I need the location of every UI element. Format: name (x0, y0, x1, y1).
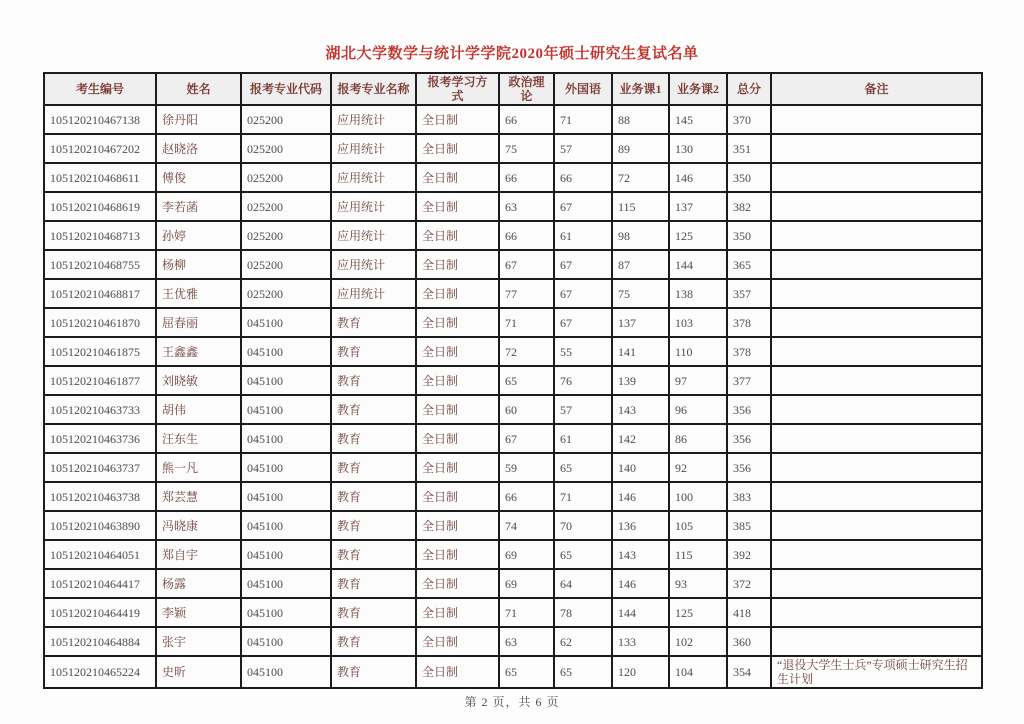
cell-politics: 65 (499, 656, 554, 688)
cell-course2: 93 (669, 569, 727, 598)
cell-course2: 145 (669, 105, 727, 134)
cell-name: 屈春丽 (156, 308, 241, 337)
cell-id: 105120210463737 (44, 453, 156, 482)
column-header-politics: 政治理论 (499, 73, 554, 105)
cell-major: 应用统计 (331, 192, 416, 221)
cell-name: 李颖 (156, 598, 241, 627)
cell-total: 383 (727, 482, 771, 511)
cell-code: 025200 (241, 134, 331, 163)
cell-course1: 75 (612, 279, 669, 308)
cell-course1: 137 (612, 308, 669, 337)
cell-course1: 136 (612, 511, 669, 540)
cell-politics: 69 (499, 540, 554, 569)
cell-course2: 104 (669, 656, 727, 688)
column-header-id: 考生编号 (44, 73, 156, 105)
table-row (44, 453, 982, 482)
cell-foreign_lang: 61 (554, 424, 612, 453)
cell-major: 应用统计 (331, 163, 416, 192)
cell-code: 045100 (241, 424, 331, 453)
cell-course1: 133 (612, 627, 669, 656)
table-row (44, 134, 982, 163)
cell-politics: 77 (499, 279, 554, 308)
cell-course2: 100 (669, 482, 727, 511)
column-header-code: 报考专业代码 (241, 73, 331, 105)
table-row (44, 192, 982, 221)
cell-course2: 146 (669, 163, 727, 192)
cell-major: 教育 (331, 627, 416, 656)
cell-major: 教育 (331, 337, 416, 366)
cell-course1: 87 (612, 250, 669, 279)
cell-major: 应用统计 (331, 250, 416, 279)
cell-id: 105120210464419 (44, 598, 156, 627)
cell-remark (771, 424, 982, 453)
cell-course1: 115 (612, 192, 669, 221)
cell-remark (771, 366, 982, 395)
cell-total: 378 (727, 337, 771, 366)
cell-course1: 143 (612, 540, 669, 569)
cell-code: 045100 (241, 337, 331, 366)
cell-politics: 66 (499, 221, 554, 250)
cell-name: 胡伟 (156, 395, 241, 424)
cell-total: 354 (727, 656, 771, 688)
document-title: 湖北大学数学与统计学学院2020年硕士研究生复试名单 (325, 46, 699, 62)
cell-course2: 130 (669, 134, 727, 163)
table-row (44, 105, 982, 134)
cell-total: 377 (727, 366, 771, 395)
table-row (44, 540, 982, 569)
cell-id: 105120210463890 (44, 511, 156, 540)
cell-remark (771, 453, 982, 482)
cell-course1: 146 (612, 482, 669, 511)
cell-code: 045100 (241, 482, 331, 511)
cell-foreign_lang: 67 (554, 308, 612, 337)
cell-name: 郑自宇 (156, 540, 241, 569)
cell-total: 360 (727, 627, 771, 656)
cell-major: 应用统计 (331, 105, 416, 134)
cell-politics: 65 (499, 366, 554, 395)
cell-mode: 全日制 (416, 540, 499, 569)
cell-name: 傅俊 (156, 163, 241, 192)
candidates-table (43, 72, 983, 689)
cell-name: 杨柳 (156, 250, 241, 279)
column-header-remark: 备注 (771, 73, 982, 105)
cell-code: 045100 (241, 598, 331, 627)
cell-total: 356 (727, 424, 771, 453)
cell-major: 教育 (331, 569, 416, 598)
column-header-foreign_lang: 外国语 (554, 73, 612, 105)
cell-id: 105120210468755 (44, 250, 156, 279)
cell-politics: 66 (499, 482, 554, 511)
cell-name: 冯晓康 (156, 511, 241, 540)
cell-course2: 115 (669, 540, 727, 569)
cell-remark (771, 540, 982, 569)
cell-mode: 全日制 (416, 424, 499, 453)
cell-code: 045100 (241, 453, 331, 482)
cell-politics: 60 (499, 395, 554, 424)
cell-foreign_lang: 66 (554, 163, 612, 192)
cell-total: 370 (727, 105, 771, 134)
cell-major: 教育 (331, 540, 416, 569)
cell-foreign_lang: 71 (554, 105, 612, 134)
cell-politics: 66 (499, 105, 554, 134)
table-row (44, 511, 982, 540)
column-header-course2: 业务课2 (669, 73, 727, 105)
cell-mode: 全日制 (416, 337, 499, 366)
cell-name: 刘晓敏 (156, 366, 241, 395)
cell-mode: 全日制 (416, 395, 499, 424)
cell-remark (771, 482, 982, 511)
cell-remark (771, 627, 982, 656)
cell-total: 350 (727, 163, 771, 192)
cell-major: 应用统计 (331, 134, 416, 163)
cell-mode: 全日制 (416, 656, 499, 688)
cell-politics: 66 (499, 163, 554, 192)
cell-id: 105120210464417 (44, 569, 156, 598)
page-footer: 第 2 页，共 6 页 (464, 695, 560, 709)
cell-id: 105120210467202 (44, 134, 156, 163)
cell-id: 105120210468713 (44, 221, 156, 250)
cell-code: 045100 (241, 627, 331, 656)
cell-name: 汪东生 (156, 424, 241, 453)
cell-remark (771, 250, 982, 279)
cell-remark (771, 163, 982, 192)
table-row (44, 424, 982, 453)
cell-course1: 72 (612, 163, 669, 192)
cell-id: 105120210465224 (44, 656, 156, 688)
cell-foreign_lang: 65 (554, 540, 612, 569)
cell-major: 应用统计 (331, 279, 416, 308)
cell-code: 045100 (241, 366, 331, 395)
cell-id: 105120210468817 (44, 279, 156, 308)
cell-foreign_lang: 71 (554, 482, 612, 511)
cell-politics: 72 (499, 337, 554, 366)
cell-course1: 141 (612, 337, 669, 366)
cell-major: 教育 (331, 395, 416, 424)
cell-course1: 120 (612, 656, 669, 688)
cell-code: 025200 (241, 105, 331, 134)
cell-remark (771, 279, 982, 308)
cell-total: 351 (727, 134, 771, 163)
cell-course2: 138 (669, 279, 727, 308)
cell-major: 教育 (331, 366, 416, 395)
cell-major: 应用统计 (331, 221, 416, 250)
cell-id: 105120210463736 (44, 424, 156, 453)
cell-name: 徐丹阳 (156, 105, 241, 134)
cell-mode: 全日制 (416, 279, 499, 308)
cell-course2: 137 (669, 192, 727, 221)
cell-id: 105120210461875 (44, 337, 156, 366)
cell-name: 郑芸慧 (156, 482, 241, 511)
cell-total: 382 (727, 192, 771, 221)
cell-course1: 142 (612, 424, 669, 453)
cell-remark (771, 598, 982, 627)
cell-foreign_lang: 65 (554, 656, 612, 688)
cell-id: 105120210468611 (44, 163, 156, 192)
cell-id: 105120210463733 (44, 395, 156, 424)
cell-foreign_lang: 76 (554, 366, 612, 395)
cell-foreign_lang: 61 (554, 221, 612, 250)
cell-course1: 89 (612, 134, 669, 163)
cell-mode: 全日制 (416, 511, 499, 540)
cell-mode: 全日制 (416, 105, 499, 134)
cell-course1: 143 (612, 395, 669, 424)
cell-course2: 92 (669, 453, 727, 482)
cell-politics: 67 (499, 424, 554, 453)
cell-total: 356 (727, 395, 771, 424)
cell-course2: 125 (669, 598, 727, 627)
cell-remark (771, 105, 982, 134)
cell-remark (771, 308, 982, 337)
cell-course2: 102 (669, 627, 727, 656)
column-header-name: 姓名 (156, 73, 241, 105)
cell-course2: 105 (669, 511, 727, 540)
cell-mode: 全日制 (416, 453, 499, 482)
cell-major: 教育 (331, 453, 416, 482)
cell-mode: 全日制 (416, 627, 499, 656)
cell-remark: “退役大学生士兵”专项硕士研究生招生计划 (771, 656, 982, 688)
cell-id: 105120210468619 (44, 192, 156, 221)
table-row (44, 250, 982, 279)
cell-id: 105120210461870 (44, 308, 156, 337)
cell-remark (771, 395, 982, 424)
table-row (44, 656, 982, 688)
cell-politics: 71 (499, 598, 554, 627)
cell-remark (771, 221, 982, 250)
column-header-mode: 报考学习方式 (416, 73, 499, 105)
cell-remark (771, 192, 982, 221)
cell-politics: 59 (499, 453, 554, 482)
cell-name: 熊一凡 (156, 453, 241, 482)
cell-name: 王鑫鑫 (156, 337, 241, 366)
cell-course2: 97 (669, 366, 727, 395)
table-row (44, 627, 982, 656)
cell-total: 356 (727, 453, 771, 482)
cell-mode: 全日制 (416, 569, 499, 598)
cell-name: 赵晓洛 (156, 134, 241, 163)
cell-id: 105120210461877 (44, 366, 156, 395)
column-header-major: 报考专业名称 (331, 73, 416, 105)
cell-code: 025200 (241, 279, 331, 308)
cell-id: 105120210464051 (44, 540, 156, 569)
cell-mode: 全日制 (416, 482, 499, 511)
cell-name: 杨露 (156, 569, 241, 598)
cell-course1: 98 (612, 221, 669, 250)
table-row (44, 163, 982, 192)
table-row (44, 482, 982, 511)
cell-foreign_lang: 62 (554, 627, 612, 656)
cell-foreign_lang: 70 (554, 511, 612, 540)
cell-foreign_lang: 64 (554, 569, 612, 598)
cell-mode: 全日制 (416, 598, 499, 627)
cell-politics: 74 (499, 511, 554, 540)
cell-course1: 140 (612, 453, 669, 482)
cell-foreign_lang: 67 (554, 279, 612, 308)
column-header-course1: 业务课1 (612, 73, 669, 105)
cell-total: 357 (727, 279, 771, 308)
cell-course2: 86 (669, 424, 727, 453)
cell-course2: 110 (669, 337, 727, 366)
cell-mode: 全日制 (416, 250, 499, 279)
cell-foreign_lang: 57 (554, 134, 612, 163)
cell-remark (771, 134, 982, 163)
cell-foreign_lang: 57 (554, 395, 612, 424)
table-row (44, 366, 982, 395)
cell-course2: 125 (669, 221, 727, 250)
cell-foreign_lang: 65 (554, 453, 612, 482)
table-row (44, 279, 982, 308)
cell-total: 378 (727, 308, 771, 337)
cell-code: 045100 (241, 569, 331, 598)
cell-foreign_lang: 67 (554, 192, 612, 221)
cell-remark (771, 337, 982, 366)
cell-course1: 88 (612, 105, 669, 134)
cell-total: 350 (727, 221, 771, 250)
cell-course1: 144 (612, 598, 669, 627)
cell-total: 385 (727, 511, 771, 540)
cell-id: 105120210467138 (44, 105, 156, 134)
cell-name: 孙婷 (156, 221, 241, 250)
cell-politics: 63 (499, 192, 554, 221)
cell-politics: 69 (499, 569, 554, 598)
cell-politics: 71 (499, 308, 554, 337)
cell-remark (771, 569, 982, 598)
cell-id: 105120210463738 (44, 482, 156, 511)
cell-politics: 67 (499, 250, 554, 279)
cell-total: 418 (727, 598, 771, 627)
cell-mode: 全日制 (416, 192, 499, 221)
cell-name: 史昕 (156, 656, 241, 688)
cell-course2: 96 (669, 395, 727, 424)
cell-remark (771, 511, 982, 540)
cell-code: 045100 (241, 308, 331, 337)
cell-code: 045100 (241, 656, 331, 688)
cell-mode: 全日制 (416, 308, 499, 337)
cell-code: 045100 (241, 540, 331, 569)
cell-major: 教育 (331, 308, 416, 337)
cell-name: 张宇 (156, 627, 241, 656)
cell-foreign_lang: 55 (554, 337, 612, 366)
cell-name: 李若菡 (156, 192, 241, 221)
table-row (44, 395, 982, 424)
cell-code: 045100 (241, 395, 331, 424)
cell-total: 372 (727, 569, 771, 598)
table-row (44, 569, 982, 598)
table-row (44, 221, 982, 250)
cell-code: 025200 (241, 192, 331, 221)
cell-major: 教育 (331, 482, 416, 511)
table-row (44, 308, 982, 337)
cell-major: 教育 (331, 656, 416, 688)
cell-foreign_lang: 67 (554, 250, 612, 279)
cell-mode: 全日制 (416, 163, 499, 192)
cell-major: 教育 (331, 598, 416, 627)
cell-politics: 75 (499, 134, 554, 163)
cell-mode: 全日制 (416, 134, 499, 163)
column-header-total: 总分 (727, 73, 771, 105)
cell-course2: 144 (669, 250, 727, 279)
cell-course1: 139 (612, 366, 669, 395)
cell-course2: 103 (669, 308, 727, 337)
cell-mode: 全日制 (416, 221, 499, 250)
cell-major: 教育 (331, 511, 416, 540)
cell-code: 025200 (241, 250, 331, 279)
cell-code: 025200 (241, 221, 331, 250)
table-header-row (44, 73, 982, 105)
cell-foreign_lang: 78 (554, 598, 612, 627)
table-row (44, 337, 982, 366)
cell-code: 025200 (241, 163, 331, 192)
cell-name: 王优雅 (156, 279, 241, 308)
cell-course1: 146 (612, 569, 669, 598)
cell-mode: 全日制 (416, 366, 499, 395)
cell-total: 365 (727, 250, 771, 279)
cell-total: 392 (727, 540, 771, 569)
cell-code: 045100 (241, 511, 331, 540)
cell-id: 105120210464884 (44, 627, 156, 656)
cell-major: 教育 (331, 424, 416, 453)
table-row (44, 598, 982, 627)
cell-politics: 63 (499, 627, 554, 656)
